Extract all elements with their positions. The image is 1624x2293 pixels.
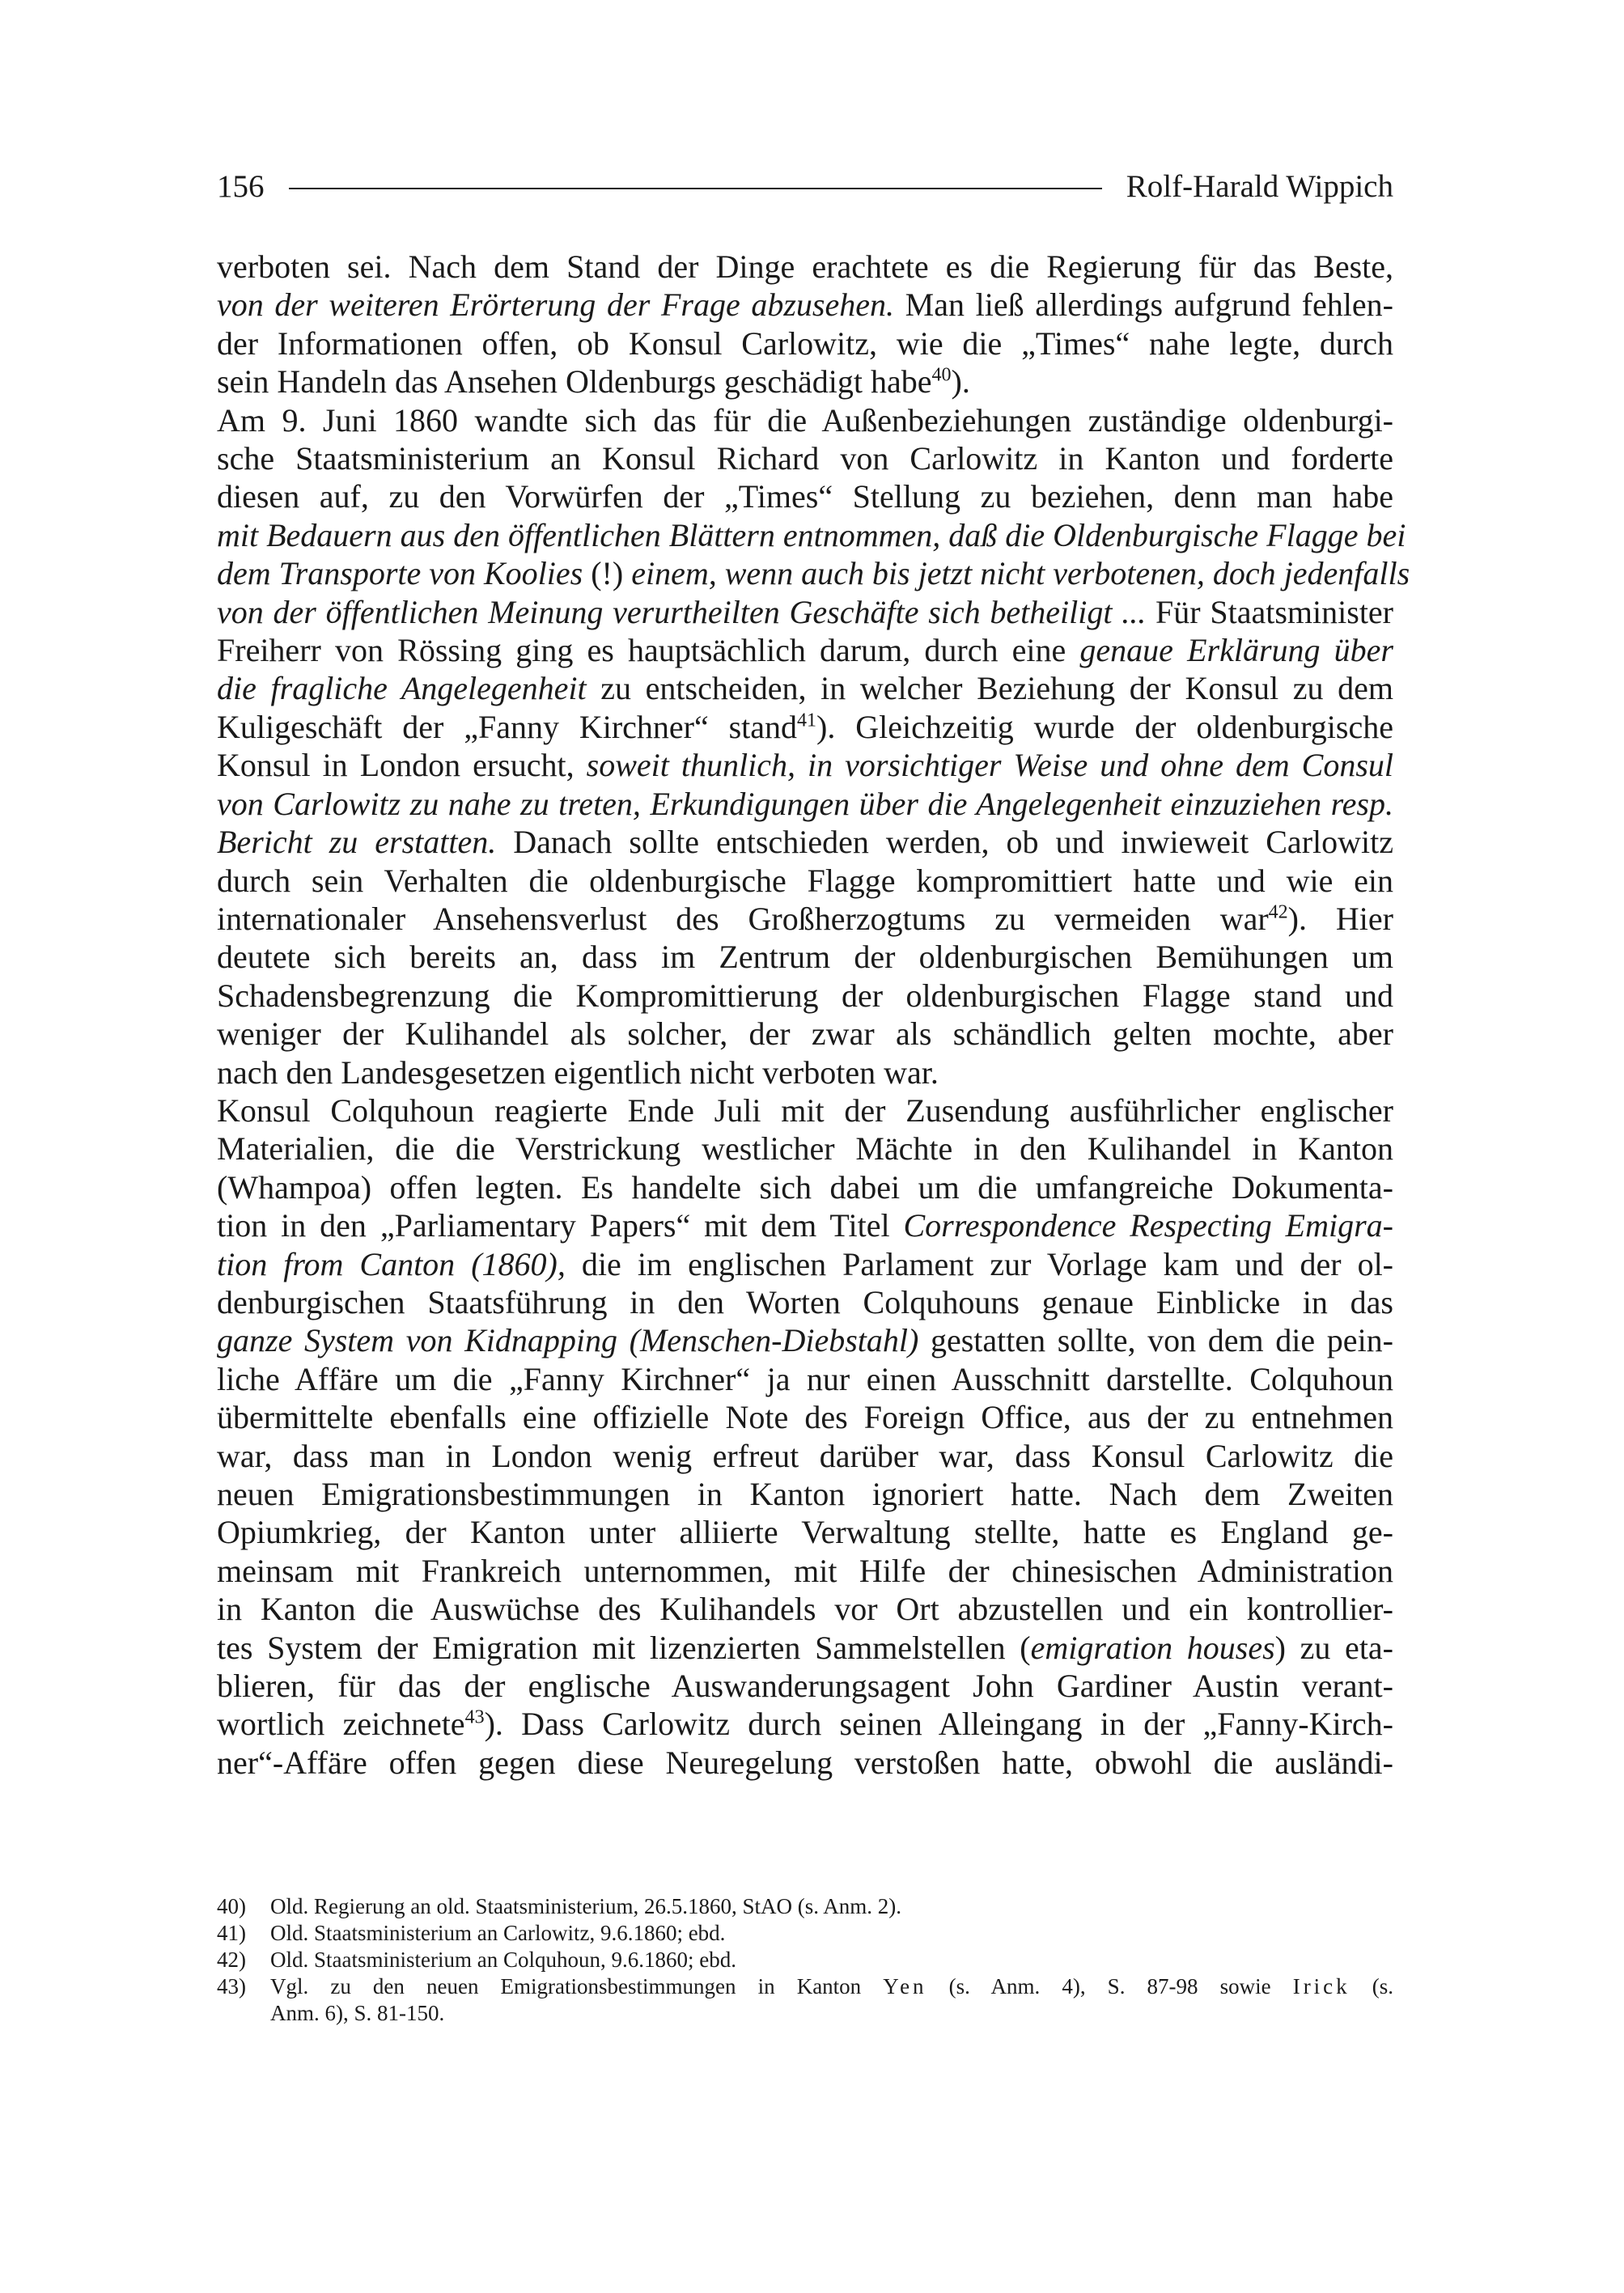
footnote-text xyxy=(270,1973,1393,2027)
footnote-ref: 42 xyxy=(1268,901,1288,923)
text-line xyxy=(217,746,1393,784)
text-run: meinsam mit Frankreich unternommen, mit Hilfe der chinesischen Administration xyxy=(217,1552,1393,1589)
text-line xyxy=(217,248,1393,286)
text-line xyxy=(217,1245,1393,1283)
text-line xyxy=(217,1283,1393,1321)
text-line xyxy=(217,554,1410,592)
italic-text: Bericht zu erstatten. xyxy=(217,824,497,861)
text-line xyxy=(217,1091,1393,1130)
footnotes xyxy=(217,1893,1393,2027)
text-line xyxy=(217,516,1406,554)
text-line xyxy=(217,1437,1393,1475)
text-line xyxy=(217,708,1393,746)
italic-text: tion from Canton (1860), xyxy=(217,1245,566,1282)
italic-text: emigration houses xyxy=(1030,1629,1275,1666)
text-run: Kuligeschäft der „Fanny Kirchner“ stand xyxy=(217,708,798,745)
text-run: ). Hier xyxy=(1287,900,1393,937)
text-line xyxy=(217,977,1393,1015)
author-name: Yen xyxy=(883,1974,927,1998)
running-header xyxy=(217,162,1393,210)
text-run: Man ließ allerdings aufgrund fehlen- xyxy=(894,286,1393,324)
footnote-number: 43) xyxy=(217,1974,246,1998)
text-line xyxy=(217,401,1393,439)
text-run: Für Staatsminister xyxy=(1146,593,1394,630)
text-run: weniger der Kulihandel als solcher, der zwar als schändlich gelten mochte, aber xyxy=(217,1015,1393,1053)
text-run: neuen Emigrationsbestimmungen in Kanton ignoriert hatte. Nach dem Zweiten xyxy=(217,1476,1393,1512)
text-run: sein Handeln das Ansehen Oldenburgs geschädigt habe xyxy=(217,363,932,401)
footnote xyxy=(217,1893,1393,1920)
text-line xyxy=(217,593,1393,631)
header-rule xyxy=(289,188,1102,189)
page-number: 156 xyxy=(217,168,265,204)
text-run: die im englischen Parlament zur Vorlage kam und der ol- xyxy=(565,1245,1393,1282)
footnote xyxy=(217,1973,1393,2027)
footnote-line xyxy=(270,1893,1393,1920)
text-run: Opiumkrieg, der Kanton unter alliierte Verwaltung stellte, hatte es England ge- xyxy=(217,1514,1393,1551)
footnote-line xyxy=(270,1947,1393,1973)
footnote-text xyxy=(270,1893,1393,1920)
italic-text: mit Bedauern aus den öffentlichen Blättern entnommen, daß die Oldenburgische Flagge bei xyxy=(217,516,1406,553)
text-run: tion in den „Parliamentary Papers“ mit dem Titel xyxy=(217,1207,904,1244)
text-run: diesen auf, zu den Vorwürfen der „Times“ Stellung zu beziehen, denn man habe xyxy=(217,478,1393,515)
text-line xyxy=(217,1513,1393,1551)
italic-text: dem Transporte von Koolies xyxy=(217,555,583,592)
text-line xyxy=(217,1360,1393,1398)
text-line xyxy=(217,1475,1393,1513)
text-run: wortlich zeichnete xyxy=(217,1706,465,1743)
text-run: Materialien, die die Verstrickung westlicher Mächte in den Kulihandel in Kanton xyxy=(217,1130,1393,1168)
italic-text: ganze System von Kidnapping (Menschen-Diebstahl) xyxy=(217,1322,919,1359)
text-run: ). Dass Carlowitz durch seinen Alleingang in der „Fanny-Kirch- xyxy=(484,1706,1394,1743)
text-run: verboten sei. Nach dem Stand der Dinge erachtete es die Regierung für das Beste, xyxy=(217,248,1393,285)
text-run: Anm. 6), S. 81-150. xyxy=(270,2001,445,2025)
footnote-text xyxy=(270,1947,1393,1973)
text-line xyxy=(217,1667,1393,1705)
italic-text: genaue Erklärung über xyxy=(1079,632,1393,669)
footnote-ref: 40 xyxy=(931,364,952,386)
footnote-number: 40) xyxy=(217,1894,246,1918)
text-run: (!) xyxy=(583,555,632,592)
text-run: ). Gleichzeitig wurde der oldenburgische xyxy=(816,708,1393,745)
text-line xyxy=(217,1629,1393,1667)
running-head-author: Rolf-Harald Wippich xyxy=(1126,168,1393,204)
footnote xyxy=(217,1920,1393,1947)
text-run: übermittelte ebenfalls eine offizielle Note des Foreign Office, aus der zu entnehmen xyxy=(217,1399,1393,1436)
text-line xyxy=(217,631,1393,669)
text-line xyxy=(217,1744,1393,1782)
footnote-ref: 43 xyxy=(464,1707,485,1729)
footnote xyxy=(217,1947,1393,1973)
italic-text: soweit thunlich, in vorsichtiger Weise und ohne dem Consul xyxy=(586,747,1393,784)
footnote-line xyxy=(270,1973,1393,2000)
text-run: blieren, für das der englische Auswanderungsagent John Gardiner Austin verant- xyxy=(217,1668,1393,1705)
text-line xyxy=(217,286,1393,324)
italic-text: von der öffentlichen Meinung verurtheilten Geschäfte sich betheiligt ... xyxy=(217,593,1147,630)
text-run: deutete sich bereits an, dass im Zentrum der oldenburgischen Bemühungen um xyxy=(217,939,1393,976)
footnote-number: 42) xyxy=(217,1948,246,1972)
text-run: Konsul Colquhoun reagierte Ende Juli mit der Zusendung ausführlicher englischer xyxy=(217,1091,1393,1129)
text-run: Old. Staatsministerium an Carlowitz, 9.6.1860; ebd. xyxy=(270,1921,726,1945)
text-line xyxy=(217,669,1393,707)
text-run: tes System der Emigration mit lizenzierten Sammelstellen ( xyxy=(217,1629,1031,1666)
text-line xyxy=(217,1590,1393,1628)
text-line xyxy=(217,324,1393,362)
text-line xyxy=(217,439,1393,477)
text-line xyxy=(217,823,1393,861)
text-line xyxy=(217,362,1393,401)
footnote-ref: 41 xyxy=(797,710,817,731)
text-run: ). xyxy=(951,363,970,401)
text-run: ) zu eta- xyxy=(1274,1629,1393,1666)
text-line xyxy=(217,1206,1393,1244)
text-run: gestatten sollte, von dem die pein- xyxy=(918,1322,1393,1359)
text-run: ner“-Affäre offen gegen diese Neuregelung verstoßen hatte, obwohl die ausländi- xyxy=(217,1744,1393,1781)
italic-text: von der weiteren Erörterung der Frage abzusehen. xyxy=(217,286,894,324)
text-run: Old. Staatsministerium an Colquhoun, 9.6.1860; ebd. xyxy=(270,1948,736,1972)
text-run: nach den Landesgesetzen eigentlich nicht verboten war. xyxy=(217,1053,939,1091)
text-run: Old. Regierung an old. Staatsministerium, 26.5.1860, StAO (s. Anm. 2). xyxy=(270,1894,901,1918)
text-line xyxy=(217,1321,1393,1359)
footnote-line xyxy=(270,2000,1393,2027)
italic-text: von Carlowitz zu nahe zu treten, Erkundigungen über die Angelegenheit einzuziehen resp. xyxy=(217,785,1393,822)
text-line xyxy=(217,900,1393,938)
author-name: Irick xyxy=(1292,1974,1351,1998)
footnote-number: 41) xyxy=(217,1921,246,1945)
italic-text: die fragliche Angelegenheit xyxy=(217,670,587,707)
text-run: in Kanton die Auswüchse des Kulihandels vor Ort abzustellen und ein kontrollier- xyxy=(217,1591,1393,1628)
text-line xyxy=(217,938,1393,976)
text-run: Schadensbegrenzung die Kompromittierung der oldenburgischen Flagge stand und xyxy=(217,977,1393,1014)
footnote-line xyxy=(270,1920,1393,1947)
text-run: denburgischen Staatsführung in den Worten Colquhouns genaue Einblicke in das xyxy=(217,1283,1393,1320)
text-line xyxy=(217,1168,1393,1206)
text-line xyxy=(217,1015,1393,1053)
text-line xyxy=(217,1130,1393,1168)
text-line xyxy=(217,1705,1393,1743)
body-text xyxy=(217,248,1410,1782)
text-run: (Whampoa) offen legten. Es handelte sich dabei um die umfangreiche Dokumenta- xyxy=(217,1168,1393,1206)
text-run: zu entscheiden, in welcher Beziehung der Konsul zu dem xyxy=(586,670,1393,707)
text-run: (s. Anm. 4), S. 87-98 sowie xyxy=(926,1974,1293,1998)
text-line xyxy=(217,785,1393,823)
text-run: sche Staatsministerium an Konsul Richard von Carlowitz in Kanton und forderte xyxy=(217,440,1393,477)
text-run: Vgl. zu den neuen Emigrationsbestimmungen in Kanton xyxy=(270,1974,884,1998)
text-line xyxy=(217,1398,1393,1436)
text-run: Freiherr von Rössing ging es hauptsächlich darum, durch eine xyxy=(217,632,1080,669)
footnote-text xyxy=(270,1920,1393,1947)
italic-text: Correspondence Respecting Emigra- xyxy=(903,1207,1394,1244)
text-run: durch sein Verhalten die oldenburgische Flagge kompromittiert hatte und wie ein xyxy=(217,862,1393,899)
text-line xyxy=(217,477,1393,515)
text-line xyxy=(217,862,1393,900)
text-line xyxy=(217,1053,1393,1091)
text-run: der Informationen offen, ob Konsul Carlowitz, wie die „Times“ nahe legte, durch xyxy=(217,324,1393,362)
text-run: internationaler Ansehensverlust des Großherzogtums zu vermeiden war xyxy=(217,900,1269,937)
text-run: liche Affäre um die „Fanny Kirchner“ ja nur einen Ausschnitt darstellte. Colquhoun xyxy=(217,1360,1393,1397)
text-line xyxy=(217,1552,1393,1590)
text-run: (s. xyxy=(1350,1974,1394,1998)
text-run: Konsul in London ersucht, xyxy=(217,747,587,784)
text-run: Am 9. Juni 1860 wandte sich das für die Außenbeziehungen zuständige oldenburgi- xyxy=(217,401,1393,439)
text-run: war, dass man in London wenig erfreut darüber war, dass Konsul Carlowitz die xyxy=(217,1437,1393,1474)
italic-text: einem, wenn auch bis jetzt nicht verbotenen, doch jedenfalls xyxy=(631,555,1410,592)
text-run: Danach sollte entschieden werden, ob und inwieweit Carlowitz xyxy=(496,824,1393,861)
